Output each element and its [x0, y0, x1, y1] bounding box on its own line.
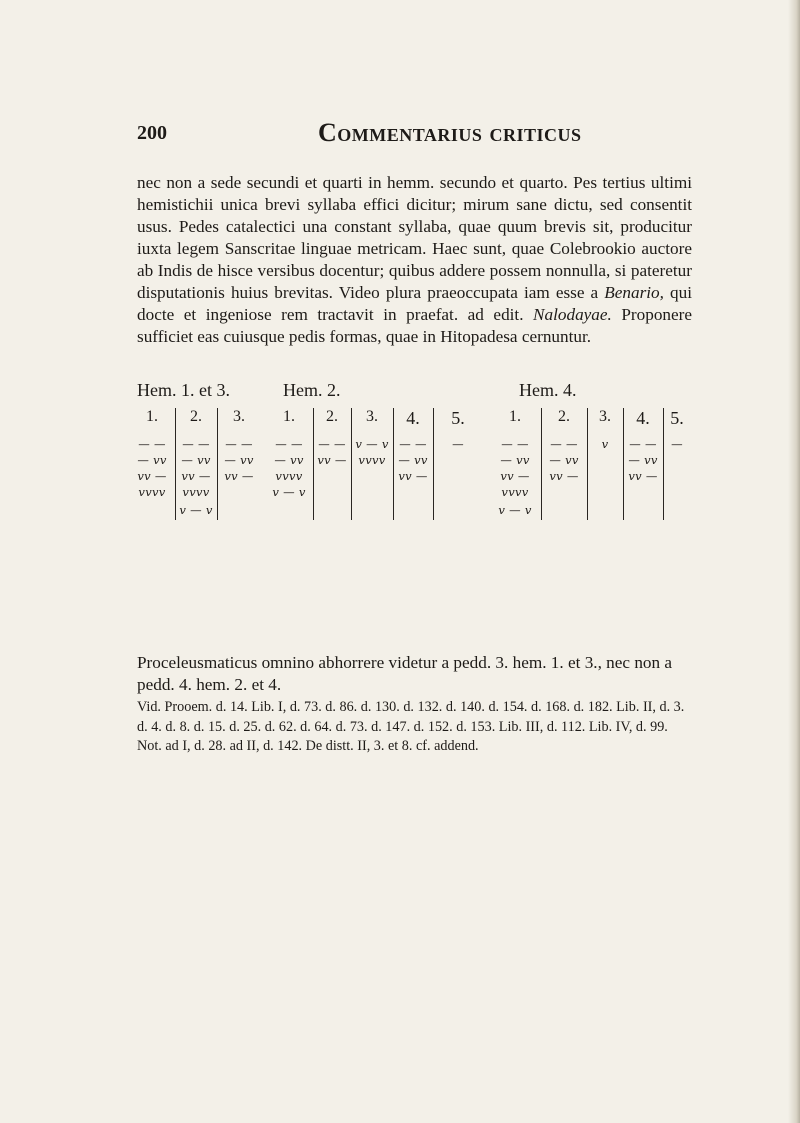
hem-label-2: Hem. 2.	[283, 380, 341, 400]
meter-cell: — vv	[500, 453, 530, 467]
meter-cell: — —	[275, 437, 303, 451]
column-label: 5.	[451, 408, 465, 428]
main-paragraph	[137, 172, 692, 348]
meter-cell: — vv	[137, 453, 167, 467]
page-number: 200	[137, 122, 167, 144]
meter-column	[541, 408, 588, 520]
column-label: 1.	[509, 408, 521, 425]
meter-cell: vv —	[317, 453, 347, 467]
column-label: 2.	[558, 408, 570, 425]
meter-column	[663, 408, 691, 520]
column-label: 4.	[406, 408, 420, 428]
hemistich-headers	[137, 380, 697, 408]
meter-column	[217, 408, 261, 520]
meter-cell: vvvv	[182, 485, 210, 499]
column-label: 3.	[366, 408, 378, 425]
meter-cell: vv —	[628, 469, 658, 483]
column-label: 1.	[283, 408, 295, 425]
meter-cell: vvvv	[138, 485, 166, 499]
meter-cell: — vv	[274, 453, 304, 467]
reference-notes	[137, 698, 692, 757]
paragraph-end: Proponere sufficiet eas cuiusque pedis formas, quae in Hitopadesa cernuntur.	[137, 305, 692, 346]
meter-cell: — vv	[628, 453, 658, 467]
meter-column	[351, 408, 394, 520]
running-head	[137, 118, 690, 152]
meter-column	[623, 408, 664, 520]
meter-cell: vv —	[500, 469, 530, 483]
meter-cell: vv —	[549, 469, 579, 483]
meter-cell: — —	[629, 437, 657, 451]
paragraph-middle: qui docte et ingeniose rem tractavit in praefat. ad edit.	[137, 283, 692, 324]
meter-cell: vvvv	[275, 469, 303, 483]
meter-cell: vvvv	[358, 453, 386, 467]
italic-nalodayae: Nalodayae.	[533, 305, 612, 324]
meter-column	[587, 408, 624, 520]
meter-cell: — vv	[398, 453, 428, 467]
column-label: 3.	[599, 408, 611, 425]
column-label: 5.	[670, 408, 684, 428]
meter-column	[175, 408, 218, 520]
meter-column	[129, 408, 176, 520]
meter-cell: vv —	[181, 469, 211, 483]
meter-column	[265, 408, 314, 520]
meter-cell: — vv	[224, 453, 254, 467]
meter-cell: — —	[182, 437, 210, 451]
column-label: 4.	[636, 408, 650, 428]
meter-cell: v	[601, 437, 609, 451]
italic-benario: Benario,	[604, 283, 664, 302]
meter-cell: vv —	[398, 469, 428, 483]
meter-column	[313, 408, 352, 520]
column-label: 2.	[326, 408, 338, 425]
hem-label-4: Hem. 4.	[519, 380, 577, 400]
column-label: 3.	[233, 408, 245, 425]
meter-cell: — —	[399, 437, 427, 451]
page-edge	[788, 0, 800, 1123]
meter-cell: — vv	[549, 453, 579, 467]
after-table-text	[137, 652, 697, 696]
meter-cell: — —	[318, 437, 346, 451]
paragraph-text	[137, 172, 692, 348]
meter-cell: vv —	[224, 469, 254, 483]
meter-cell: — —	[225, 437, 253, 451]
header-title: Commentarius criticus	[318, 118, 582, 147]
meter-cell: — —	[550, 437, 578, 451]
meter-cell: — vv	[181, 453, 211, 467]
meter-column	[433, 408, 483, 520]
meter-column	[489, 408, 542, 520]
column-label: 1.	[146, 408, 158, 425]
meter-cell: v — v	[355, 437, 389, 451]
references-text: Vid. Prooem. d. 14. Lib. I, d. 73. d. 86. d. 130. d. 132. d. 140. d. 154. d. 168. d. 182. Lib. II, d. 3. d. 4. d. 8. d. 15. d. 25. d. 62. d. 64. d. 73. d. 147. d. 152. d. 153. Lib. III, d. 112. Lib. IV, d. 99. Not. ad I, d. 28. ad II, d. 142. De distt. II, 3. et 8. cf. addend.	[137, 699, 685, 754]
meter-cell: vvvv	[501, 485, 529, 499]
meter-cell: v — v	[498, 503, 532, 517]
meter-cell: — —	[138, 437, 166, 451]
meter-cell: — —	[501, 437, 529, 451]
meter-cell: vv —	[137, 469, 167, 483]
hem-label-1-3: Hem. 1. et 3.	[137, 380, 230, 400]
paragraph-start: nec non a sede secundi et quarti in hemm. secundo et quarto. Pes tertius ultimi hemistichii unica brevi syllaba effici dicitur; mirum sane dictu, sed consentit usus. Pedes catalectici una constant syllaba, quae quum brevis sit, producitur iuxta legem Sanscritae linguae metricam. Haec sunt, quae Colebrookio auctore ab Indis de hisce versibus docentur; quibus addere possem nonnulla, si pateretur disputationis huius brevitas. Video plura praeoccupata iam esse a	[137, 173, 692, 302]
meter-cell: —	[671, 437, 683, 451]
meter-cell: v — v	[179, 503, 213, 517]
meter-cell: v — v	[272, 485, 306, 499]
proceleusmaticus-note: Proceleusmaticus omnino abhorrere videtur a pedd. 3. hem. 1. et 3., nec non a pedd. 4. hem. 2. et 4.	[137, 653, 673, 694]
meter-column	[393, 408, 434, 520]
meter-cell: —	[452, 437, 464, 451]
column-label: 2.	[190, 408, 202, 425]
